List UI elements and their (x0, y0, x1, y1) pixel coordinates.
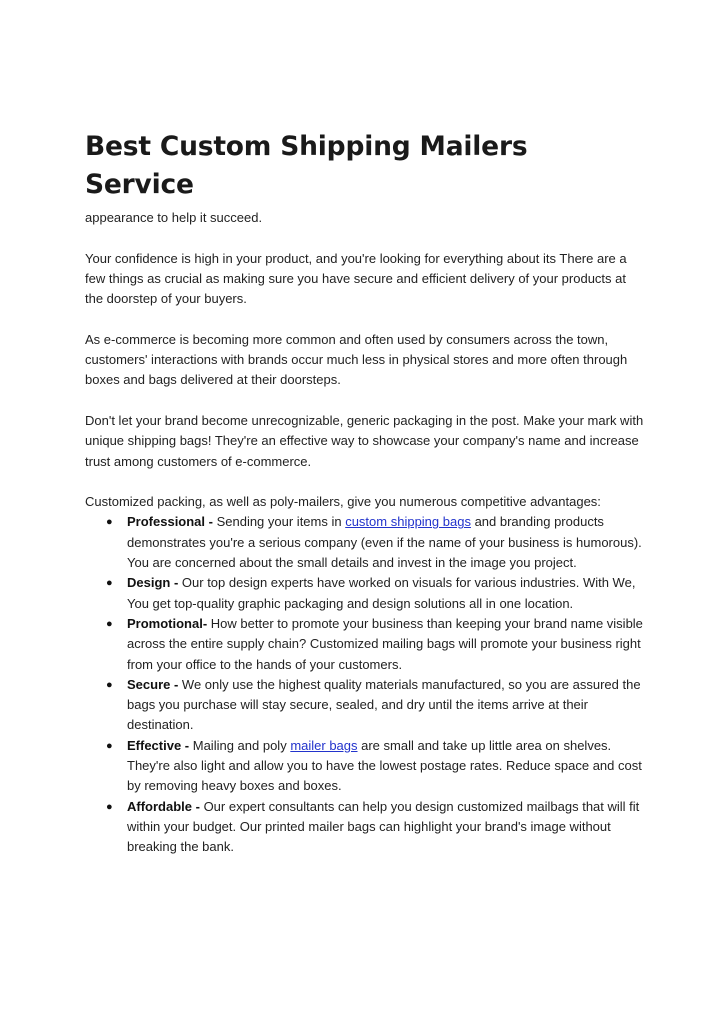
advantage-term: Design - (127, 575, 179, 591)
advantage-text: Our expert consultants can help you design customized mailbags that will fit within your budget. Our printed mailer bags can highlight your brand's image without breaking the bank. (127, 798, 640, 855)
document-page (85, 128, 645, 858)
paragraph-brand: Don't let your brand become unrecognizable, generic packaging in the post. Make your mark with unique shipping bags! They're an effective way to showcase your company's name and increase trust among customers of e-commerce. (85, 412, 644, 469)
page-title: Best Custom Shipping Mailers Service (85, 131, 528, 200)
spacer (85, 391, 645, 411)
bullet-icon: ● (106, 516, 113, 529)
advantages-list (85, 512, 645, 857)
spacer (85, 309, 645, 329)
advantage-text: and branding products demonstrates you're a serious company (even if the name of your business is humorous). You are concerned about the small details and invest in the image you project. (127, 514, 642, 571)
list-item-effective (85, 736, 645, 797)
list-item-affordable (85, 797, 645, 858)
paragraph-advantages-intro: Customized packing, as well as poly-mailers, give you numerous competitive advantages: (85, 494, 601, 510)
bullet-icon: ● (106, 617, 113, 630)
advantage-term: Promotional- (127, 615, 208, 631)
spacer (85, 472, 645, 492)
list-item-design (85, 573, 645, 614)
spacer (85, 228, 645, 248)
advantage-term: Affordable - (127, 798, 200, 814)
advantage-text: How better to promote your business than keeping your brand name visible across the entire supply chain? Customized mailing bags will promote your business right from your office to the hands of your customers. (127, 615, 643, 672)
mailer-bags-link[interactable]: mailer bags (290, 737, 358, 753)
custom-shipping-bags-link[interactable]: custom shipping bags (345, 514, 471, 530)
list-item-secure (85, 675, 645, 736)
bullet-icon: ● (106, 739, 113, 752)
bullet-icon: ● (106, 577, 113, 590)
bullet-icon: ● (106, 678, 113, 691)
advantage-term: Secure - (127, 676, 179, 692)
advantage-text: Mailing and poly (189, 737, 291, 753)
intro-line: appearance to help it succeed. (85, 210, 263, 225)
advantage-text: Sending your items in (212, 514, 346, 530)
advantage-term: Effective - (127, 737, 190, 753)
advantage-text: are small and take up little area on shelves. They're also light and allow you to have the lowest postage rates. Reduce space and cost by removing heavy boxes and boxes. (127, 737, 642, 794)
bullet-icon: ● (106, 800, 113, 813)
paragraph-ecommerce: As e-commerce is becoming more common and often used by consumers across the town, customers' interactions with brands occur much less in physical stores and more often through boxes and bags delivered at their doorsteps. (85, 331, 628, 388)
paragraph-confidence: Your confidence is high in your product, and you're looking for everything about its There are a few things as crucial as making sure you have secure and efficient delivery of your products at the doorstep of your buyers. (85, 250, 627, 307)
advantage-text: We only use the highest quality materials manufactured, so you are assured the bags you purchase will stay secure, sealed, and dry until the items arrive at their destination. (127, 676, 641, 733)
advantage-text: Our top design experts have worked on visuals for various industries. With We, You get top-quality graphic packaging and design solutions all in one location. (127, 575, 636, 611)
list-item-professional (85, 512, 645, 573)
list-item-promotional (85, 614, 645, 675)
advantage-term: Professional - (127, 514, 213, 530)
